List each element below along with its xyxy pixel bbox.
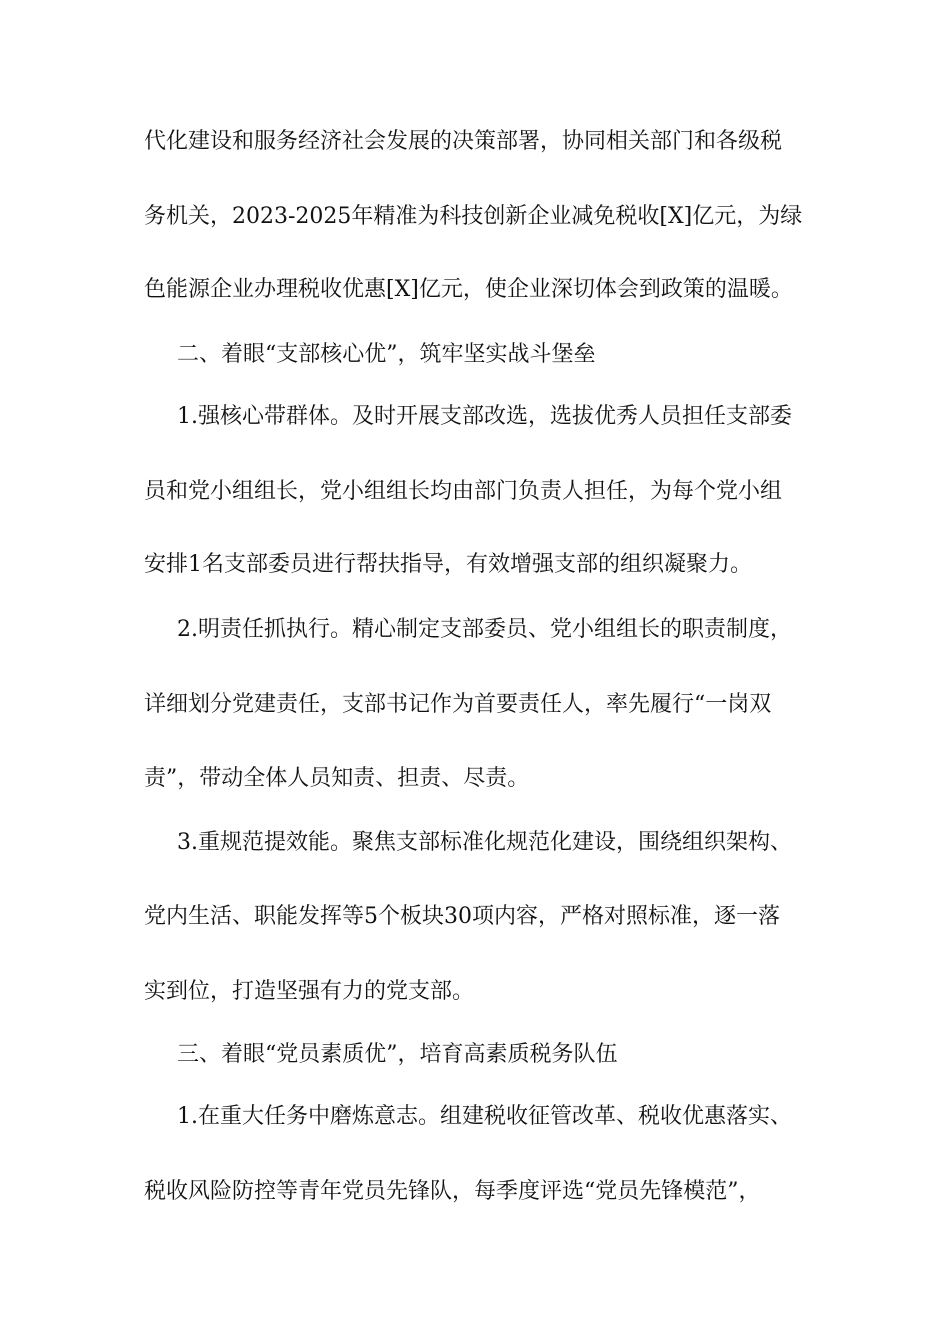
text-line <box>0 900 950 934</box>
text-line <box>0 1100 950 1134</box>
line-text: 税收风险防控等青年党员先锋队，每季度评选“党员先锋模范”， <box>144 1179 761 1204</box>
section-heading <box>0 1038 950 1072</box>
line-text: 务机关，2023-2025年精准为科技创新企业减免税收[X]亿元，为绿 <box>144 204 803 229</box>
text-line <box>0 548 950 582</box>
line-text: 安排1名支部委员进行帮扶指导，有效增强支部的组织凝聚力。 <box>144 552 752 577</box>
text-line <box>0 273 950 307</box>
line-text: 1.在重大任务中磨炼意志。组建税收征管改革、税收优惠落实、 <box>177 1104 792 1129</box>
text-line <box>0 200 950 234</box>
text-line <box>0 125 950 159</box>
line-text: 实到位，打造坚强有力的党支部。 <box>144 979 475 1004</box>
line-text: 代化建设和服务经济社会发展的决策部署，协同相关部门和各级税 <box>144 129 783 154</box>
text-line <box>0 688 950 722</box>
line-text: 色能源企业办理税收优惠[X]亿元，使企业深切体会到政策的温暖。 <box>144 277 793 302</box>
section-heading <box>0 338 950 372</box>
line-text: 详细划分党建责任，支部书记作为首要责任人，率先履行“一岗双 <box>144 692 772 717</box>
line-text: 1.强核心带群体。及时开展支部改选，选拔优秀人员担任支部委 <box>177 404 792 429</box>
text-line <box>0 1175 950 1209</box>
heading-text: 二、着眼“支部核心优”，筑牢坚实战斗堡垒 <box>177 342 596 367</box>
text-line <box>0 475 950 509</box>
line-text: 员和党小组组长，党小组组长均由部门负责人担任，为每个党小组 <box>144 479 783 504</box>
text-line <box>0 826 950 860</box>
text-line <box>0 762 950 796</box>
text-line <box>0 975 950 1009</box>
line-text: 党内生活、职能发挥等5个板块30项内容，严格对照标准，逐一落 <box>144 904 780 929</box>
text-line <box>0 400 950 434</box>
line-text: 责”，带动全体人员知责、担责、尽责。 <box>144 766 530 791</box>
line-text: 3.重规范提效能。聚焦支部标准化规范化建设，围绕组织架构、 <box>177 830 792 855</box>
heading-text: 三、着眼“党员素质优”，培育高素质税务队伍 <box>177 1042 618 1067</box>
line-text: 2.明责任抓执行。精心制定支部委员、党小组组长的职责制度， <box>177 617 792 642</box>
text-line <box>0 613 950 647</box>
